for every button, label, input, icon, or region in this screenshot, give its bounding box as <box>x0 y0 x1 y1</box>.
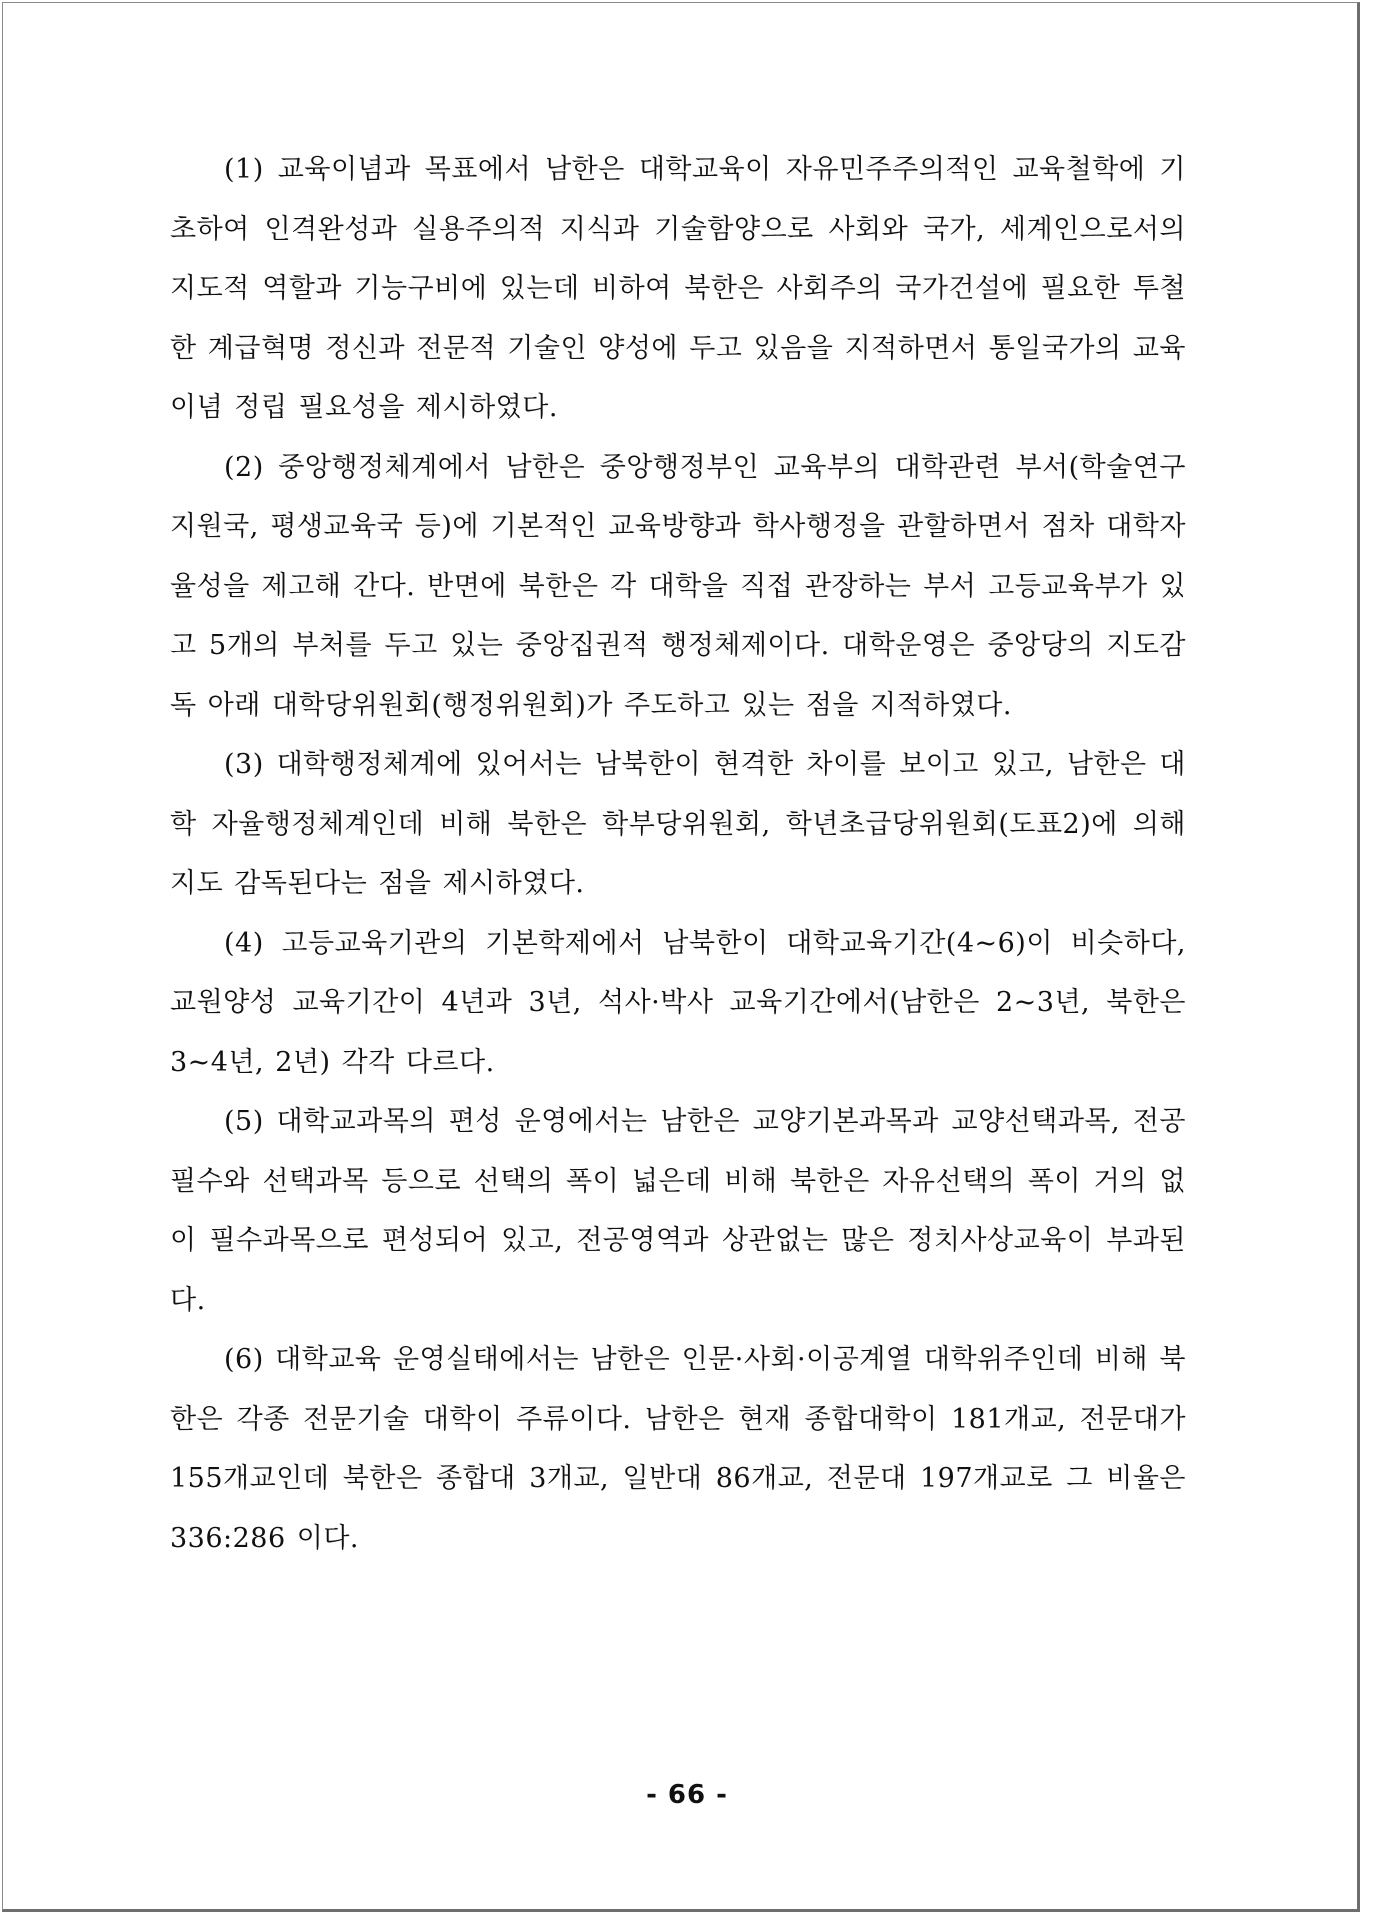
paragraph-5: (5) 대학교과목의 편성 운영에서는 남한은 교양기본과목과 교양선택과목, 전공필수와 선택과목 등으로 선택의 폭이 넓은데 비해 북한은 자유선택의 폭이 거의 없이 필수과목으로 편성되어 있고, 전공영역과 상관없는 많은 정치사상교육이 부과된다. <box>170 1106 1186 1316</box>
paragraph-3: (3) 대학행정체계에 있어서는 남북한이 현격한 차이를 보이고 있고, 남한은 대학 자율행정체계인데 비해 북한은 학부당위원회, 학년초급당위원회(도표2)에 의해 지도 감독된다는 점을 제시하였다. <box>170 749 1186 899</box>
paragraph-1: (1) 교육이념과 목표에서 남한은 대학교육이 자유민주주의적인 교육철학에 기초하여 인격완성과 실용주의적 지식과 기술함양으로 사회와 국가, 세계인으로서의 지도적 역할과 기능구비에 있는데 비하여 북한은 사회주의 국가건설에 필요한 투철한 계급혁명 정신과 전문적 기술인 양성에 두고 있음을 지적하면서 통일국가의 교육이념 정립 필요성을 제시하였다. <box>170 154 1186 423</box>
document-body <box>170 140 1186 1568</box>
page-number: - 66 - <box>646 1780 728 1810</box>
paragraph-2: (2) 중앙행정체계에서 남한은 중앙행정부인 교육부의 대학관련 부서(학술연구지원국, 평생교육국 등)에 기본적인 교육방향과 학사행정을 관할하면서 점차 대학자율성을 제고해 간다. 반면에 북한은 각 대학을 직접 관장하는 부서 고등교육부가 있고 5개의 부처를 두고 있는 중앙집권적 행정체제이다. 대학운영은 중앙당의 지도감독 아래 대학당위원회(행정위원회)가 주도하고 있는 점을 지적하였다. <box>170 451 1186 721</box>
paragraph-6: (6) 대학교육 운영실태에서는 남한은 인문·사회·이공계열 대학위주인데 비해 북한은 각종 전문기술 대학이 주류이다. 남한은 현재 종합대학이 181개교, 전문대가 155개교인데 북한은 종합대 3개교, 일반대 86개교, 전문대 197개교로 그 비율은 336:286 이다. <box>170 1344 1186 1554</box>
paragraph-4: (4) 고등교육기관의 기본학제에서 남북한이 대학교육기간(4~6)이 비슷하다, 교원양성 교육기간이 4년과 3년, 석사·박사 교육기간에서(남한은 2~3년, 북한은 3~4년, 2년) 각각 다르다. <box>170 927 1186 1078</box>
